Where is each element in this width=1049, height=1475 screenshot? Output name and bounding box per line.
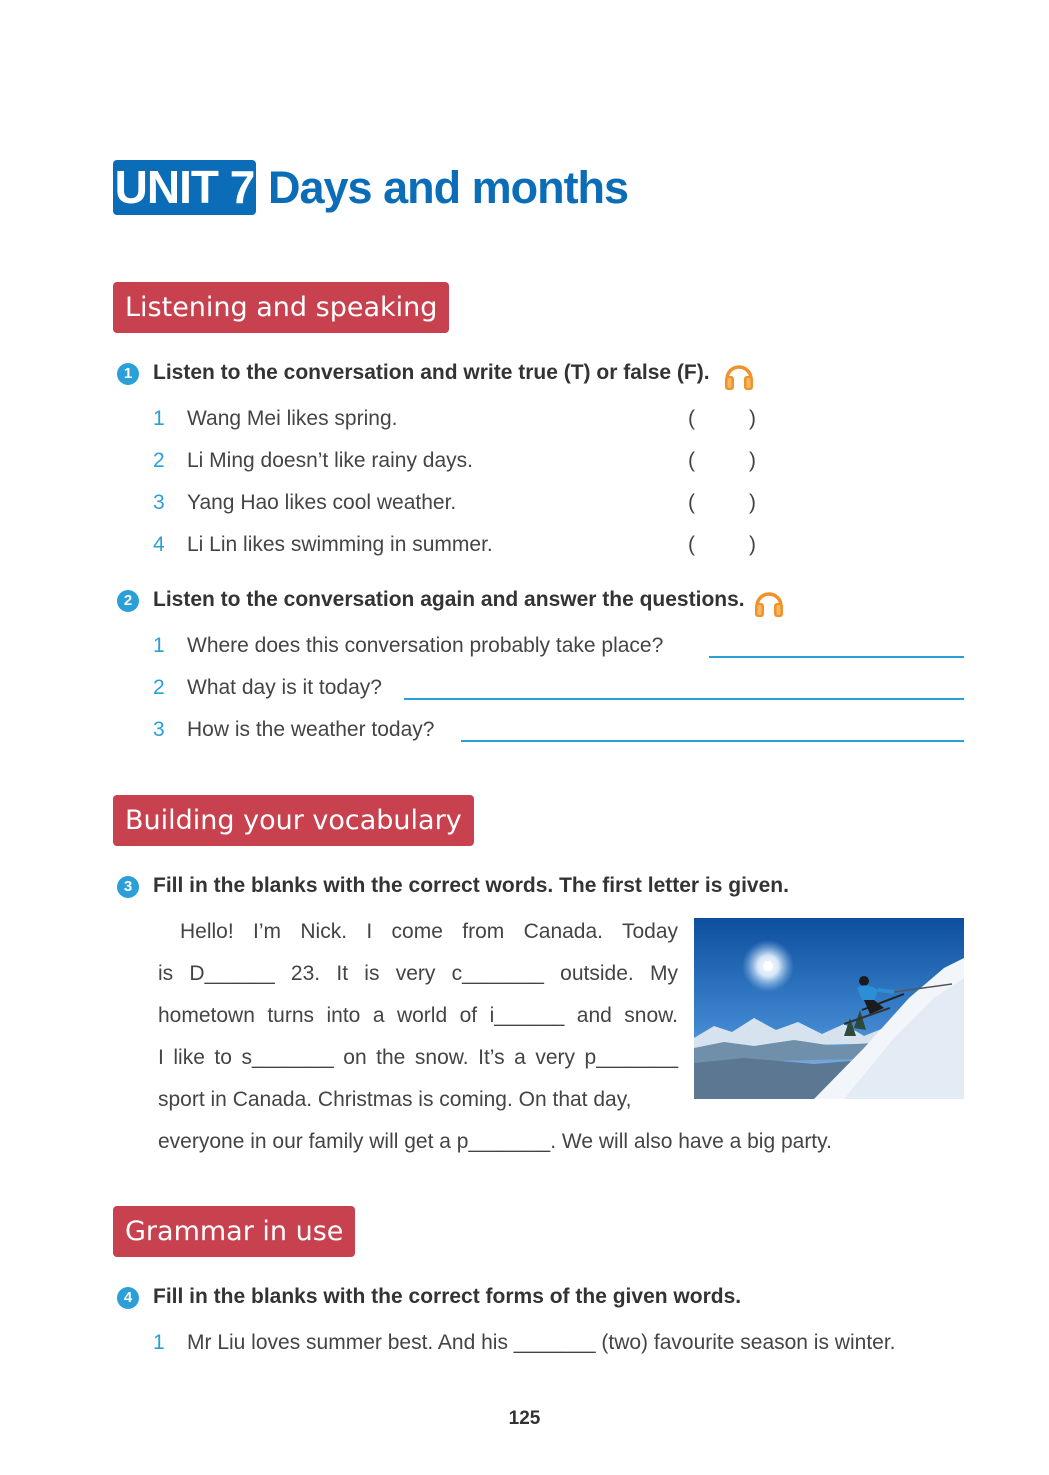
section-header-listening: Listening and speaking [113, 282, 449, 333]
answer-paren-open: ( [688, 533, 695, 556]
item-number: 3 [153, 491, 165, 514]
answer-paren-close: ) [749, 449, 756, 472]
section-header-vocabulary: Building your vocabulary [113, 795, 474, 846]
item-number: 1 [153, 634, 165, 657]
question-text: Where does this conversation probably take place? [187, 634, 664, 657]
statement-text: Wang Mei likes spring. [187, 407, 398, 430]
passage-line: hometown turns into a world of i______ and snow. [158, 1004, 678, 1027]
exercise-number: 4 [117, 1287, 139, 1309]
answer-paren-open: ( [688, 491, 695, 514]
passage-line: is D______ 23. It is very c_______ outside. My [158, 962, 678, 985]
unit-badge: UNIT 7 [114, 161, 255, 213]
exercise-instruction: Fill in the blanks with the correct words. The first letter is given. [153, 874, 789, 897]
passage-line: sport in Canada. Christmas is coming. On that day, [158, 1088, 632, 1111]
section-header-grammar: Grammar in use [113, 1206, 355, 1257]
answer-paren-open: ( [688, 449, 695, 472]
exercise-instruction: Fill in the blanks with the correct forms of the given words. [153, 1285, 742, 1308]
exercise-number: 2 [117, 590, 139, 612]
headphones-icon[interactable] [751, 584, 787, 620]
question-text: How is the weather today? [187, 718, 435, 741]
exercise-number: 3 [117, 876, 139, 898]
answer-line[interactable] [404, 698, 964, 700]
question-text: What day is it today? [187, 676, 382, 699]
item-number: 2 [153, 449, 165, 472]
answer-paren-open: ( [688, 407, 695, 430]
statement-text: Yang Hao likes cool weather. [187, 491, 457, 514]
passage-line: I like to s_______ on the snow. It’s a very p_______ [158, 1046, 678, 1069]
exercise-number: 1 [117, 363, 139, 385]
answer-line[interactable] [461, 740, 964, 742]
passage-line: Hello! I’m Nick. I come from Canada. Today [180, 920, 678, 943]
item-number: 2 [153, 676, 165, 699]
page-number: 125 [508, 1408, 541, 1429]
answer-paren-close: ) [749, 407, 756, 430]
item-number: 4 [153, 533, 165, 556]
answer-line[interactable] [709, 656, 964, 658]
statement-text: Li Ming doesn’t like rainy days. [187, 449, 473, 472]
exercise-instruction: Listen to the conversation again and answer the questions. [153, 588, 745, 611]
item-number: 1 [153, 1331, 165, 1354]
headphones-icon[interactable] [721, 357, 757, 393]
skier-photo [694, 918, 964, 1099]
item-number: 3 [153, 718, 165, 741]
fill-in-sentence: Mr Liu loves summer best. And his _______ (two) favourite season is winter. [187, 1331, 896, 1354]
unit-title: Days and months [268, 162, 629, 213]
passage-line: everyone in our family will get a p_______. We will also have a big party. [158, 1130, 832, 1153]
answer-paren-close: ) [749, 533, 756, 556]
statement-text: Li Lin likes swimming in summer. [187, 533, 493, 556]
item-number: 1 [153, 407, 165, 430]
answer-paren-close: ) [749, 491, 756, 514]
exercise-instruction: Listen to the conversation and write true (T) or false (F). [153, 361, 710, 384]
